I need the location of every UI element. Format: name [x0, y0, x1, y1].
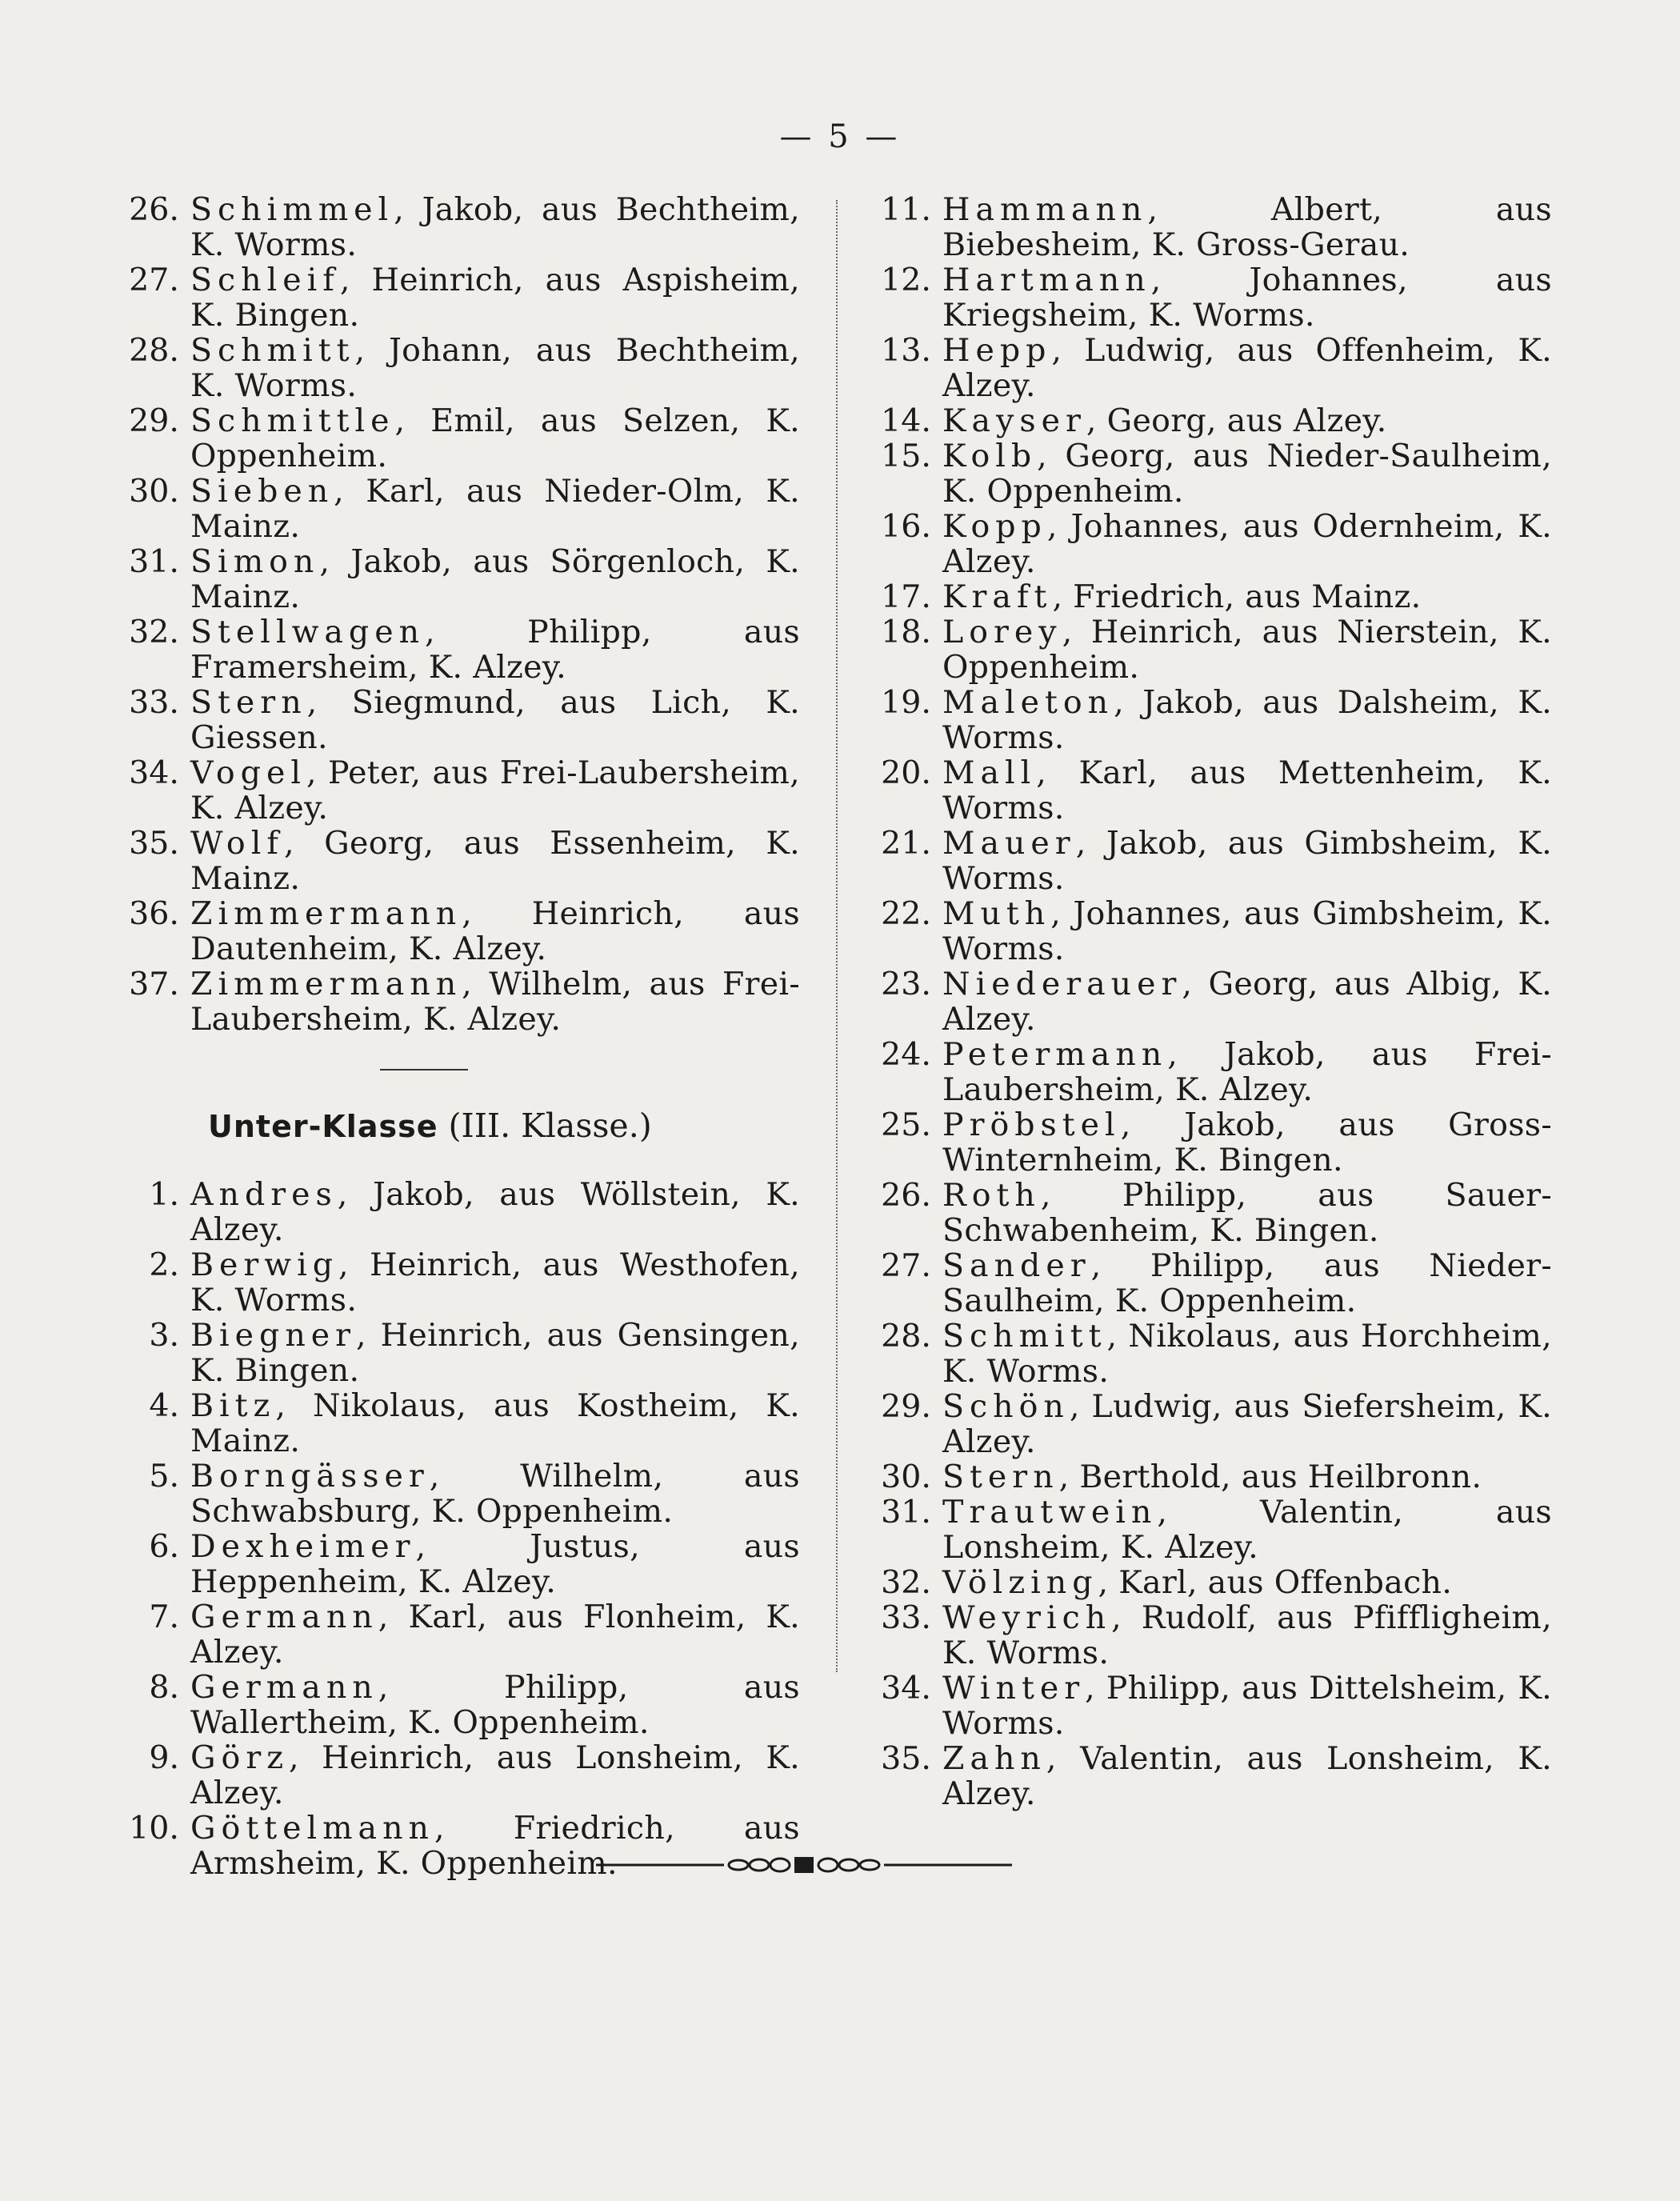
entry-details: , Friedrich, aus Armsheim, K. Oppenheim. [190, 1810, 800, 1882]
section-separator-rule [380, 1069, 468, 1070]
entry-surname: Kopp [942, 508, 1047, 545]
list-entry [120, 262, 800, 333]
list-entry [872, 966, 1552, 1037]
list-entry [120, 192, 800, 262]
student-list-continued [872, 192, 1552, 1811]
entry-number: 14. [881, 402, 931, 439]
entry-surname: Pröbstel [942, 1107, 1121, 1143]
list-entry [872, 685, 1552, 755]
entry-surname: Lorey [942, 614, 1062, 650]
left-column [120, 192, 800, 1881]
list-entry [120, 614, 800, 685]
entry-number: 34. [881, 1670, 931, 1707]
entry-details: , Georg, aus Albig, K. Alzey. [942, 966, 1552, 1038]
list-entry [120, 1670, 800, 1740]
list-entry [872, 333, 1552, 403]
section-heading-title: Unter-Klasse [208, 1109, 438, 1144]
entry-number: 25. [881, 1107, 931, 1143]
list-entry [120, 1459, 800, 1529]
entry-number: 28. [881, 1318, 931, 1355]
list-entry [872, 614, 1552, 685]
entry-number: 19. [881, 684, 931, 721]
entry-details: , Heinrich, aus Gensingen, K. Bingen. [190, 1317, 800, 1389]
list-entry [872, 1671, 1552, 1741]
entry-number: 21. [881, 825, 931, 862]
entry-surname: Weyrich [942, 1599, 1112, 1636]
entry-number: 3. [149, 1317, 179, 1354]
entry-surname: Schimmel [190, 191, 394, 228]
entry-number: 37. [129, 966, 179, 1002]
entry-surname: Göttelmann [190, 1810, 434, 1847]
entry-surname: Schön [942, 1388, 1070, 1425]
entry-surname: Biegner [190, 1317, 357, 1354]
list-entry [872, 1248, 1552, 1319]
list-entry [120, 1740, 800, 1811]
list-entry [872, 1565, 1552, 1600]
section-heading-subtitle: (III. Klasse.) [438, 1107, 652, 1145]
list-entry [872, 1178, 1552, 1248]
list-entry [872, 403, 1552, 438]
entry-number: 36. [129, 895, 179, 932]
entry-details: , Philipp, aus Wallertheim, K. Oppenheim. [190, 1669, 800, 1741]
entry-surname: Hartmann [942, 262, 1151, 298]
entry-details: , Karl, aus Flonheim, K. Alzey. [190, 1599, 800, 1671]
entry-details: , Wilhelm, aus Schwabsburg, K. Oppenheim. [190, 1458, 800, 1530]
entry-surname: Stellwagen [190, 614, 426, 650]
entry-number: 8. [149, 1669, 179, 1706]
entry-number: 34. [129, 754, 179, 791]
list-entry [120, 333, 800, 403]
entry-surname: Muth [942, 895, 1051, 932]
entry-details: , Peter, aus Frei-Laubersheim, K. Alzey. [190, 754, 800, 826]
list-entry [872, 509, 1552, 579]
entry-surname: Dexheimer [190, 1528, 416, 1565]
list-entry [120, 474, 800, 544]
entry-number: 27. [129, 262, 179, 298]
entry-details: , Jakob, aus Bechtheim, K. Worms. [190, 191, 800, 263]
list-entry [120, 685, 800, 755]
entry-surname: Zimmermann [190, 895, 462, 932]
list-entry [120, 896, 800, 966]
student-list-unter-klasse [120, 1177, 800, 1881]
entry-details: , Philipp, aus Sauer-Schwabenheim, K. Bingen. [942, 1177, 1552, 1249]
page-number: — 5 — [779, 118, 901, 155]
entry-details: , Georg, aus Alzey. [1086, 402, 1387, 439]
list-entry [120, 1388, 800, 1459]
entry-details: , Johannes, aus Odernheim, K. Alzey. [942, 508, 1552, 580]
column-divider [836, 200, 838, 1672]
entry-surname: Sieben [190, 473, 334, 510]
entry-number: 35. [881, 1740, 931, 1777]
entry-surname: Görz [190, 1739, 290, 1776]
entry-number: 29. [881, 1388, 931, 1425]
entry-surname: Stern [190, 684, 307, 721]
entry-details: , Heinrich, aus Aspisheim, K. Bingen. [190, 262, 800, 334]
entry-surname: Hepp [942, 332, 1052, 369]
entry-surname: Trautwein [942, 1494, 1158, 1531]
entry-surname: Kraft [942, 578, 1053, 615]
entry-details: , Johannes, aus Gimbsheim, K. Worms. [942, 895, 1552, 967]
list-entry [872, 438, 1552, 509]
list-entry [120, 1529, 800, 1599]
entry-surname: Vogel [190, 754, 306, 791]
entry-number: 16. [881, 508, 931, 545]
entry-details: , Jakob, aus Frei-Laubersheim, K. Alzey. [942, 1036, 1552, 1108]
entry-surname: Simon [190, 543, 320, 580]
entry-number: 26. [129, 191, 179, 228]
entry-surname: Germann [190, 1669, 378, 1706]
right-column [872, 192, 1552, 1811]
list-entry [872, 579, 1552, 614]
entry-surname: Berwig [190, 1247, 339, 1283]
entry-surname: Bitz [190, 1387, 276, 1424]
entry-details: , Nikolaus, aus Horchheim, K. Worms. [942, 1318, 1552, 1390]
entry-surname: Kolb [942, 438, 1038, 474]
entry-number: 2. [149, 1247, 179, 1283]
entry-surname: Hammann [942, 191, 1148, 228]
entry-details: , Rudolf, aus Pfiffligheim, K. Worms. [942, 1599, 1552, 1671]
entry-number: 30. [129, 473, 179, 510]
list-entry [120, 1318, 800, 1388]
entry-number: 27. [881, 1247, 931, 1284]
section-heading [208, 1106, 800, 1147]
entry-details: , Karl, aus Offenbach. [1098, 1564, 1453, 1601]
entry-surname: Petermann [942, 1036, 1168, 1073]
entry-number: 26. [881, 1177, 931, 1214]
entry-number: 32. [129, 614, 179, 650]
entry-number: 29. [129, 402, 179, 439]
entry-number: 32. [881, 1564, 931, 1601]
entry-number: 28. [129, 332, 179, 369]
entry-number: 22. [881, 895, 931, 932]
entry-details: , Philipp, aus Nieder-Saulheim, K. Oppenheim. [942, 1247, 1552, 1319]
entry-surname: Mauer [942, 825, 1076, 862]
entry-surname: Schmitt [942, 1318, 1107, 1355]
entry-surname: Borngässer [190, 1458, 430, 1495]
entry-details: , Johann, aus Bechtheim, K. Worms. [190, 332, 800, 404]
list-entry [872, 1037, 1552, 1107]
entry-details: , Wilhelm, aus Frei-Laubersheim, K. Alzey. [190, 966, 800, 1038]
list-entry [120, 1247, 800, 1318]
entry-details: , Albert, aus Biebesheim, K. Gross-Gerau. [942, 191, 1552, 263]
entry-surname: Germann [190, 1599, 378, 1635]
list-entry [872, 1741, 1552, 1811]
entry-surname: Sander [942, 1247, 1091, 1284]
list-entry [872, 896, 1552, 966]
entry-surname: Winter [942, 1670, 1086, 1707]
entry-details: , Heinrich, aus Westhofen, K. Worms. [190, 1247, 800, 1319]
entry-surname: Schmittle [190, 402, 395, 439]
entry-surname: Mall [942, 754, 1037, 791]
entry-surname: Schmitt [190, 332, 355, 369]
student-list-upper [120, 192, 800, 1037]
entry-number: 4. [149, 1387, 179, 1424]
entry-details: , Heinrich, aus Dautenheim, K. Alzey. [190, 895, 800, 967]
entry-surname: Schleif [190, 262, 340, 298]
list-entry [872, 826, 1552, 896]
entry-number: 24. [881, 1036, 931, 1073]
list-entry [872, 1319, 1552, 1389]
list-entry [120, 1177, 800, 1247]
entry-number: 33. [881, 1599, 931, 1636]
entry-details: , Philipp, aus Dittelsheim, K. Worms. [942, 1670, 1552, 1742]
entry-details: , Heinrich, aus Nierstein, K. Oppenheim. [942, 614, 1552, 686]
list-entry [120, 966, 800, 1037]
entry-number: 20. [881, 754, 931, 791]
list-entry [872, 1495, 1552, 1565]
entry-details: , Nikolaus, aus Kostheim, K. Mainz. [190, 1387, 800, 1459]
entry-number: 10. [129, 1810, 179, 1847]
entry-number: 31. [129, 543, 179, 580]
list-entry [872, 1389, 1552, 1459]
entry-details: , Siegmund, aus Lich, K. Giessen. [190, 684, 800, 756]
entry-details: , Jakob, aus Gross-Winternheim, K. Bingen. [942, 1107, 1552, 1179]
entry-details: , Berthold, aus Heilbronn. [1058, 1459, 1482, 1495]
entry-surname: Wolf [190, 825, 284, 862]
entry-details: , Valentin, aus Lonsheim, K. Alzey. [942, 1740, 1552, 1812]
list-entry [872, 1600, 1552, 1671]
entry-details: , Jakob, aus Sörgenloch, K. Mainz. [190, 543, 800, 615]
entry-number: 18. [881, 614, 931, 650]
entry-details: , Jakob, aus Wöllstein, K. Alzey. [190, 1176, 800, 1248]
list-entry [872, 1459, 1552, 1495]
entry-surname: Niederauer [942, 966, 1182, 1002]
entry-details: , Ludwig, aus Offenheim, K. Alzey. [942, 332, 1552, 404]
entry-details: , Philipp, aus Framersheim, K. Alzey. [190, 614, 800, 686]
entry-surname: Andres [190, 1176, 338, 1213]
entry-details: , Karl, aus Nieder-Olm, K. Mainz. [190, 473, 800, 545]
entry-number: 30. [881, 1459, 931, 1495]
list-entry [120, 826, 800, 896]
entry-details: , Johannes, aus Kriegsheim, K. Worms. [942, 262, 1552, 334]
list-entry [872, 1107, 1552, 1178]
entry-details: , Justus, aus Heppenheim, K. Alzey. [190, 1528, 800, 1600]
list-entry [120, 403, 800, 474]
entry-number: 7. [149, 1599, 179, 1635]
entry-details: , Jakob, aus Gimbsheim, K. Worms. [942, 825, 1552, 897]
entry-number: 1. [149, 1176, 179, 1213]
entry-surname: Zahn [942, 1740, 1046, 1777]
list-entry [872, 755, 1552, 826]
list-entry [120, 755, 800, 826]
entry-surname: Roth [942, 1177, 1041, 1214]
entry-number: 15. [881, 438, 931, 474]
entry-details: , Emil, aus Selzen, K. Oppenheim. [190, 402, 800, 474]
list-entry [120, 1599, 800, 1670]
entry-surname: Zimmermann [190, 966, 462, 1002]
entry-number: 6. [149, 1528, 179, 1565]
list-entry [872, 262, 1552, 333]
list-entry [872, 192, 1552, 262]
entry-number: 23. [881, 966, 931, 1002]
entry-surname: Kayser [942, 402, 1086, 439]
entry-number: 11. [881, 191, 931, 228]
entry-surname: Maleton [942, 684, 1114, 721]
entry-details: , Heinrich, aus Lonsheim, K. Alzey. [190, 1739, 800, 1811]
decorative-rule-ornament [596, 1853, 1012, 1877]
entry-number: 5. [149, 1458, 179, 1495]
entry-details: , Jakob, aus Dalsheim, K. Worms. [942, 684, 1552, 756]
entry-number: 12. [881, 262, 931, 298]
list-entry [120, 544, 800, 614]
entry-details: , Friedrich, aus Mainz. [1052, 578, 1422, 615]
entry-details: , Ludwig, aus Siefersheim, K. Alzey. [942, 1388, 1552, 1460]
entry-number: 33. [129, 684, 179, 721]
entry-details: , Valentin, aus Lonsheim, K. Alzey. [942, 1494, 1552, 1566]
entry-surname: Völzing [942, 1564, 1098, 1601]
entry-number: 9. [149, 1739, 179, 1776]
entry-details: , Georg, aus Nieder-Saulheim, K. Oppenheim. [942, 438, 1552, 510]
entry-number: 31. [881, 1494, 931, 1531]
entry-surname: Stern [942, 1459, 1059, 1495]
entry-number: 35. [129, 825, 179, 862]
entry-number: 17. [881, 578, 931, 615]
entry-details: , Georg, aus Essenheim, K. Mainz. [190, 825, 800, 897]
entry-details: , Karl, aus Mettenheim, K. Worms. [942, 754, 1552, 826]
entry-number: 13. [881, 332, 931, 369]
